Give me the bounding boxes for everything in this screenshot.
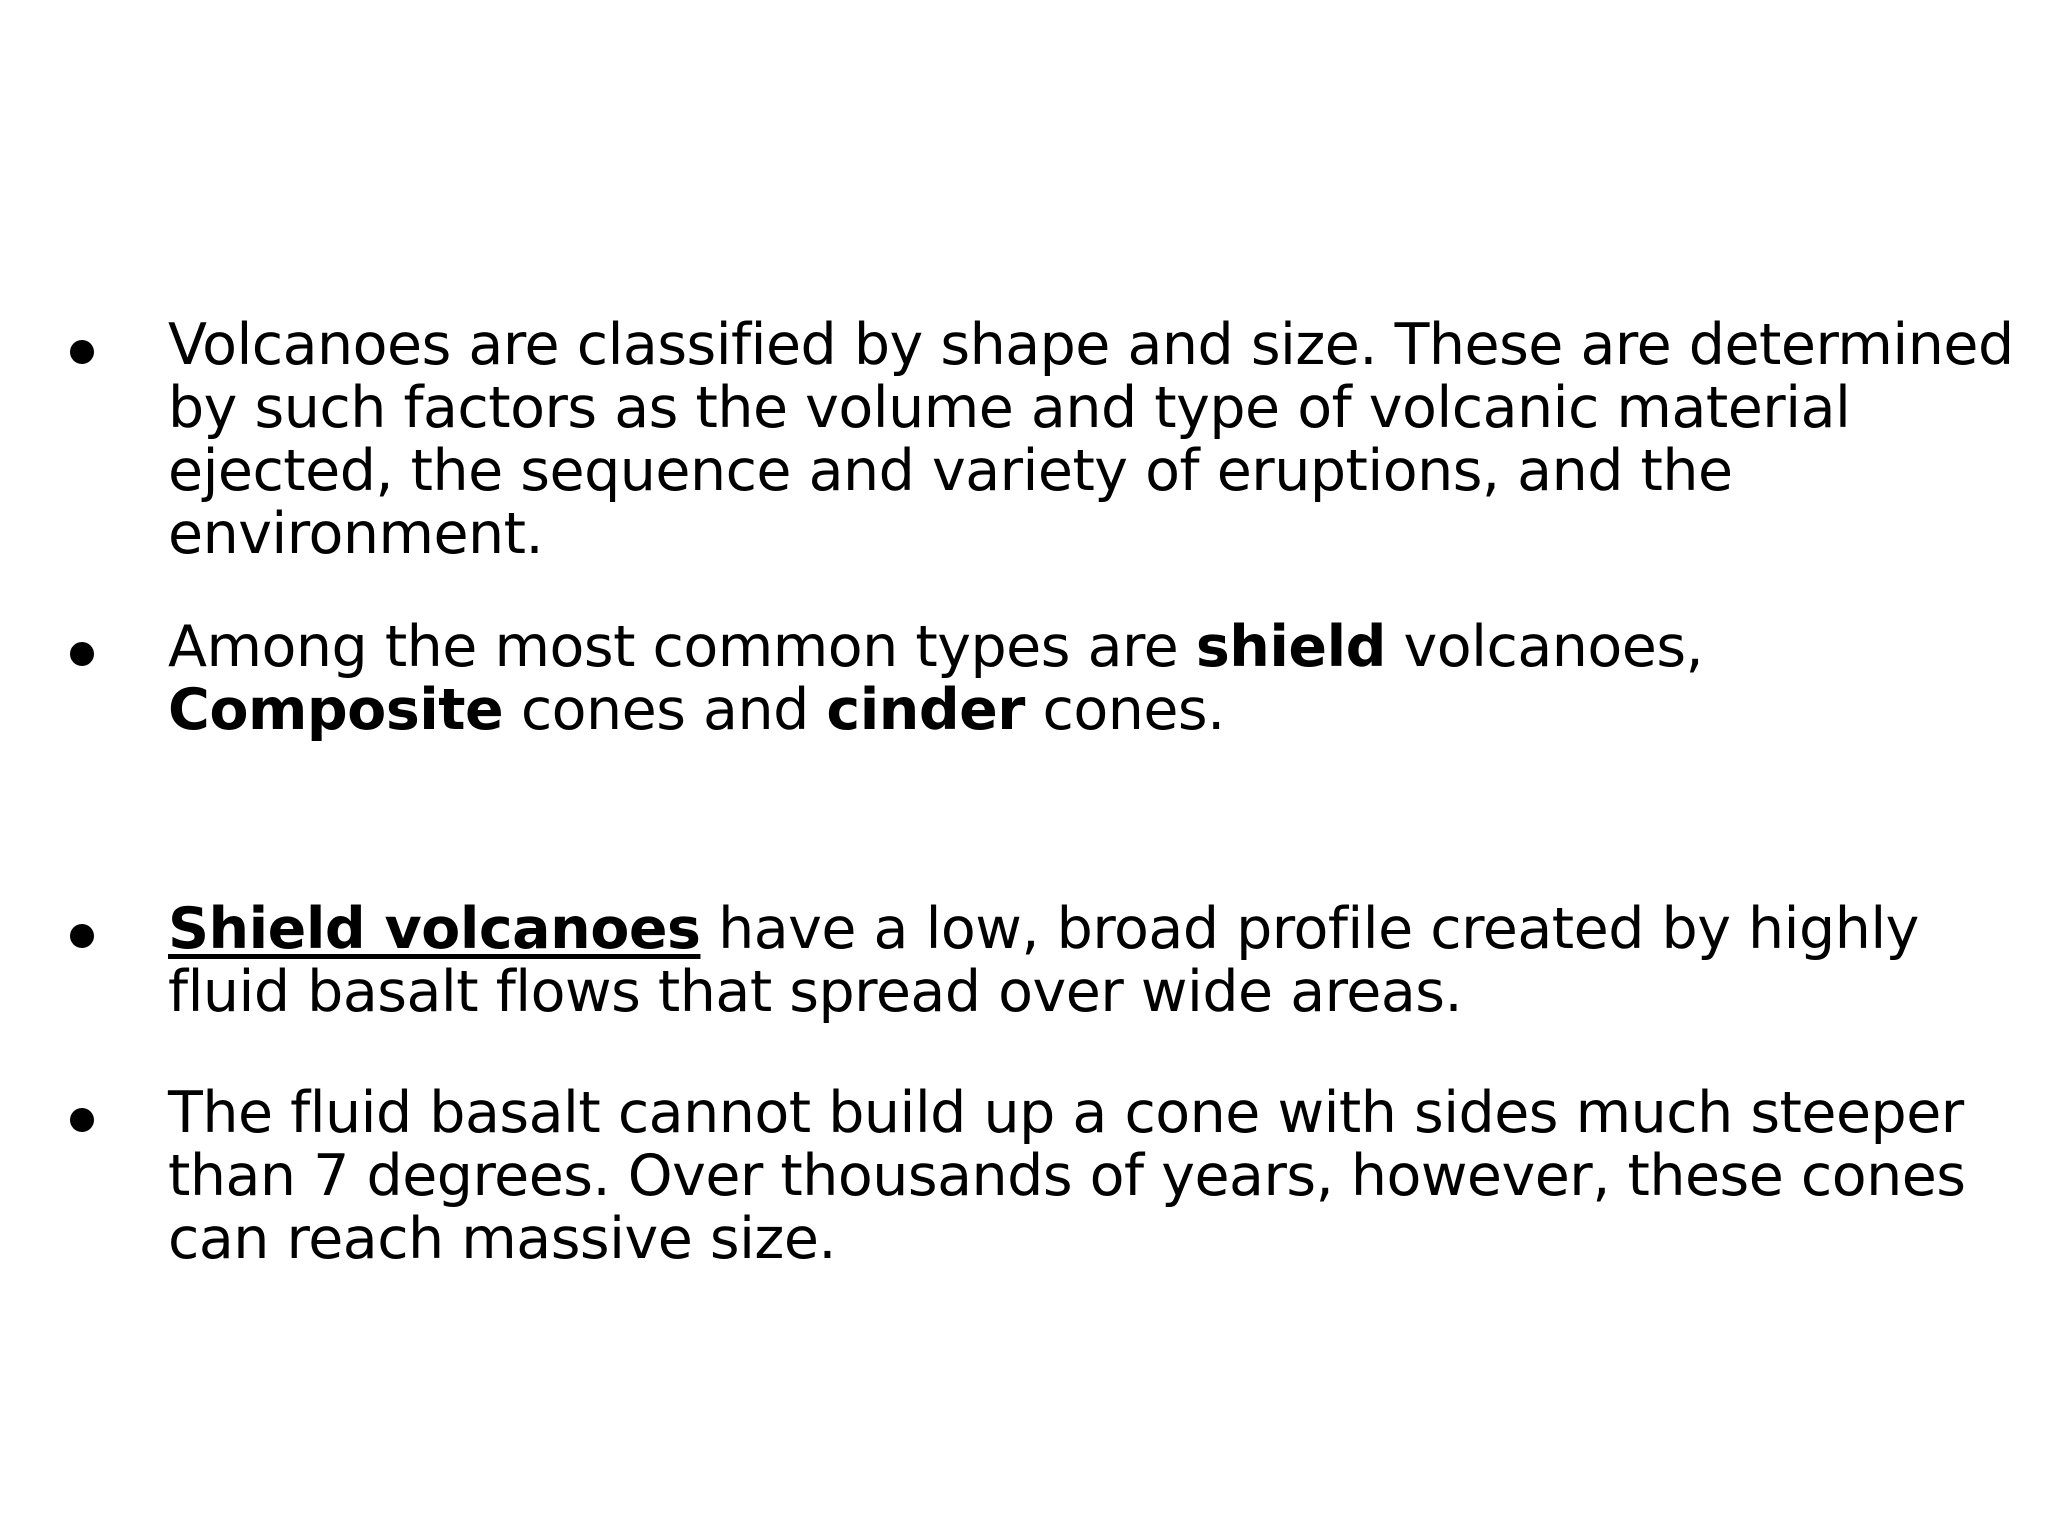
bullet-dot-icon [70, 924, 94, 948]
bullet-dot-icon [70, 1108, 94, 1132]
bullet-dot-icon [70, 340, 94, 364]
term-cinder: cinder [826, 677, 1025, 743]
text-line: The fluid basalt cannot build up a cone with sides much steeper [168, 1080, 1964, 1146]
text-line [168, 898, 1988, 961]
text-line: ejected, the sequence and variety of eruptions, and the [168, 438, 1733, 504]
text-run: cones. [1024, 677, 1225, 743]
bullet-text [168, 1082, 1988, 1271]
text-run: Among the most common types are [168, 614, 1196, 680]
text-run: have a low, broad profile created by highly [700, 896, 1919, 962]
text-line [168, 679, 1988, 742]
text-line: Volcanoes are classified by shape and size. These are determined [168, 312, 2014, 378]
bullet-text [168, 898, 1988, 1024]
text-line: by such factors as the volume and type of volcanic material [168, 375, 1851, 441]
bullet-text [168, 312, 2014, 567]
text-run: cones and [503, 677, 827, 743]
term-composite: Composite [168, 677, 504, 743]
text-run: volcanoes, [1385, 614, 1704, 680]
text-line: than 7 degrees. Over thousands of years, however, these cones [168, 1143, 1966, 1209]
text-line [168, 616, 1988, 679]
term-shield: shield [1195, 614, 1386, 680]
text-line: fluid basalt flows that spread over wide areas. [168, 959, 1463, 1025]
text-line: environment. [168, 501, 544, 567]
bullet-text [168, 616, 1988, 742]
term-shield-volcanoes: Shield volcanoes [168, 896, 701, 962]
bullet-dot-icon [70, 642, 94, 666]
text-line: can reach massive size. [168, 1206, 837, 1272]
